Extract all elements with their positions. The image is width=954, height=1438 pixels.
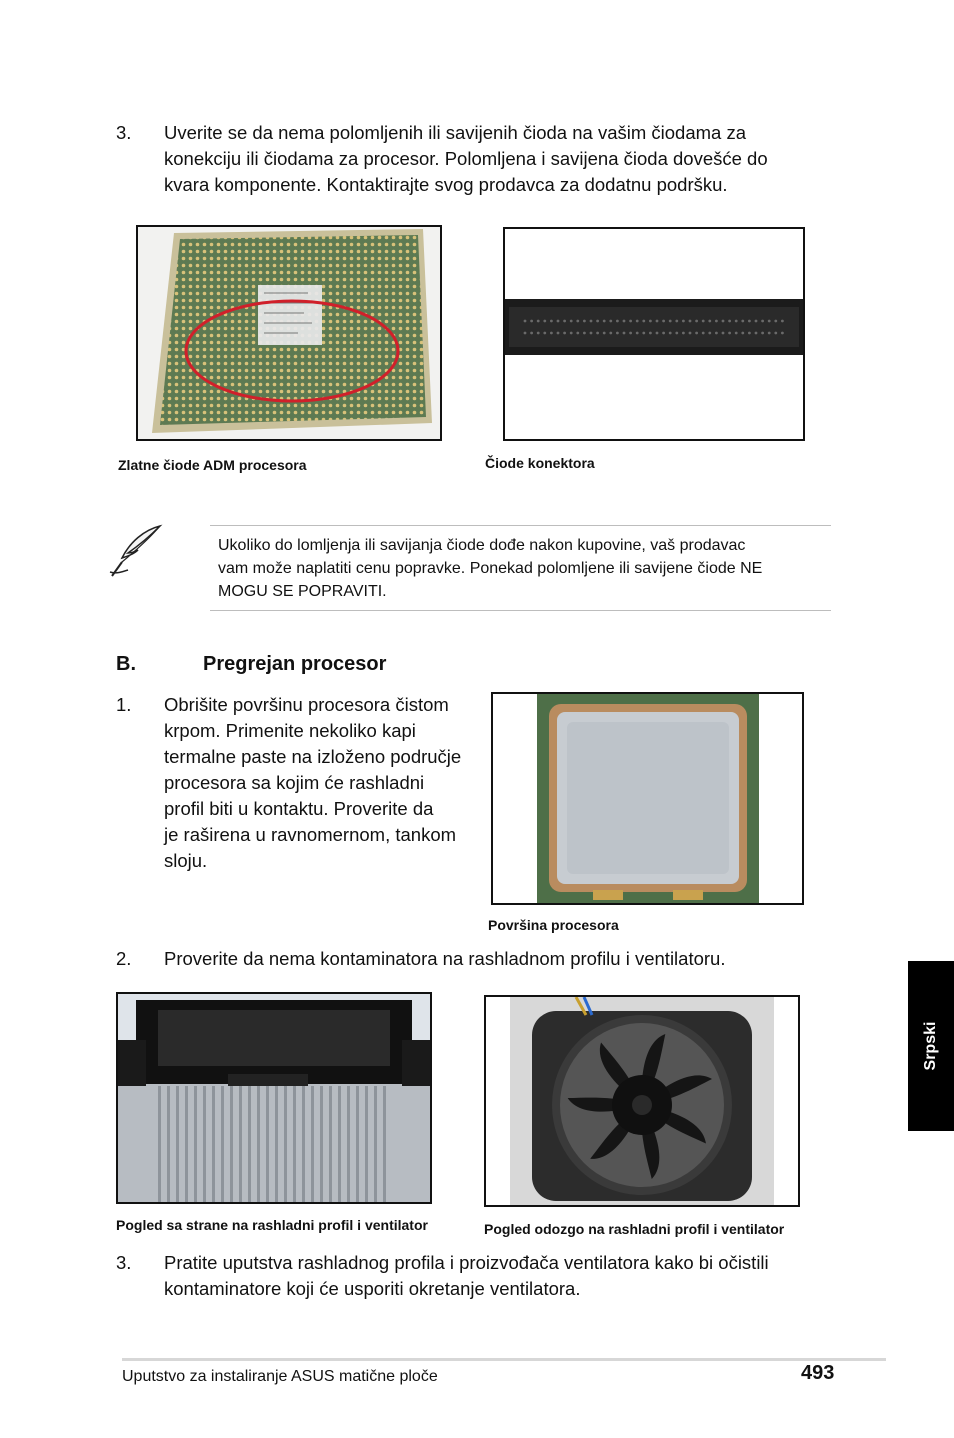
step-number: 3. [116, 122, 132, 143]
text-line: krpom. Primenite nekoliko kapi [164, 720, 416, 741]
step-number: 3. [116, 1252, 132, 1273]
step-number: 2. [116, 948, 132, 969]
caption-heatsink-side: Pogled sa strane na rashladni profil i ventilator [116, 1217, 428, 1233]
heatsink-side-photo [116, 992, 432, 1204]
caption-cpu-surface: Površina procesora [488, 917, 619, 933]
language-tab [908, 961, 954, 1131]
step-text [164, 692, 484, 874]
footer-title: Uputstvo za instaliranje ASUS matične ploče [122, 1368, 438, 1385]
caption-heatsink-top: Pogled odozgo na rashladni profil i ventilator [484, 1221, 785, 1237]
text-line: MOGU SE POPRAVITI. [218, 583, 387, 600]
text-line: kontaminatore koji će usporiti okretanje ventilatora. [164, 1278, 581, 1299]
heatsink-top-photo [484, 995, 800, 1207]
text-line: konekciju ili čiodama za procesor. Polomljena i savijena čioda dovešće do [164, 148, 768, 169]
connector-pins-photo [503, 227, 805, 441]
text-line: Pratite uputstva rashladnog profila i proizvođača ventilatora kako bi očistili [164, 1252, 769, 1273]
section-title: Pregrejan procesor [203, 653, 387, 675]
cpu-pins-photo [136, 225, 442, 441]
text-line: kvara komponente. Kontaktirajte svog prodavca za dodatnu podršku. [164, 174, 728, 195]
text-line: Obrišite površinu procesora čistom [164, 694, 449, 715]
text-line: Ukoliko do lomljenja ili savijanja čiode dođe nakon kupovine, vaš prodavac [218, 537, 746, 554]
step-number: 1. [116, 694, 132, 715]
text-line: profil biti u kontaktu. Proverite da [164, 798, 434, 819]
language-tab-label: Srpski [922, 1021, 939, 1071]
page-number: 493 [801, 1362, 835, 1384]
cpu-pins-illustration [138, 227, 440, 439]
step-text [164, 1250, 864, 1302]
note-top-rule [210, 525, 831, 526]
step-text: Proverite da nema kontaminatora na rashladnom profilu i ventilatoru. [164, 948, 726, 969]
connector-pins-illustration [505, 229, 803, 439]
cpu-surface-photo [491, 692, 804, 905]
caption-cpu-pins: Zlatne čiode ADM procesora [118, 457, 307, 473]
note-bottom-rule [210, 610, 831, 611]
heatsink-side-illustration [118, 994, 430, 1202]
text-line: vam može naplatiti cenu popravke. Ponekad polomljene ili savijene čiode NE [218, 560, 763, 577]
text-line: termalne paste na izloženo područje [164, 746, 462, 767]
text-line: sloju. [164, 850, 208, 871]
heatsink-top-illustration [486, 997, 798, 1205]
step-text [164, 120, 864, 198]
text-line: procesora sa kojim će rashladni [164, 772, 425, 793]
note-text [218, 534, 828, 603]
text-line: je raširena u ravnomernom, tankom [164, 824, 457, 845]
cpu-surface-illustration [493, 694, 802, 903]
section-letter: B. [116, 653, 136, 675]
feather-pen-icon [104, 522, 166, 580]
footer-rule [122, 1358, 886, 1361]
caption-connector-pins: Čiode konektora [485, 455, 595, 471]
text-line: Uverite se da nema polomljenih ili savijenih čioda na vašim čiodama za [164, 122, 747, 143]
